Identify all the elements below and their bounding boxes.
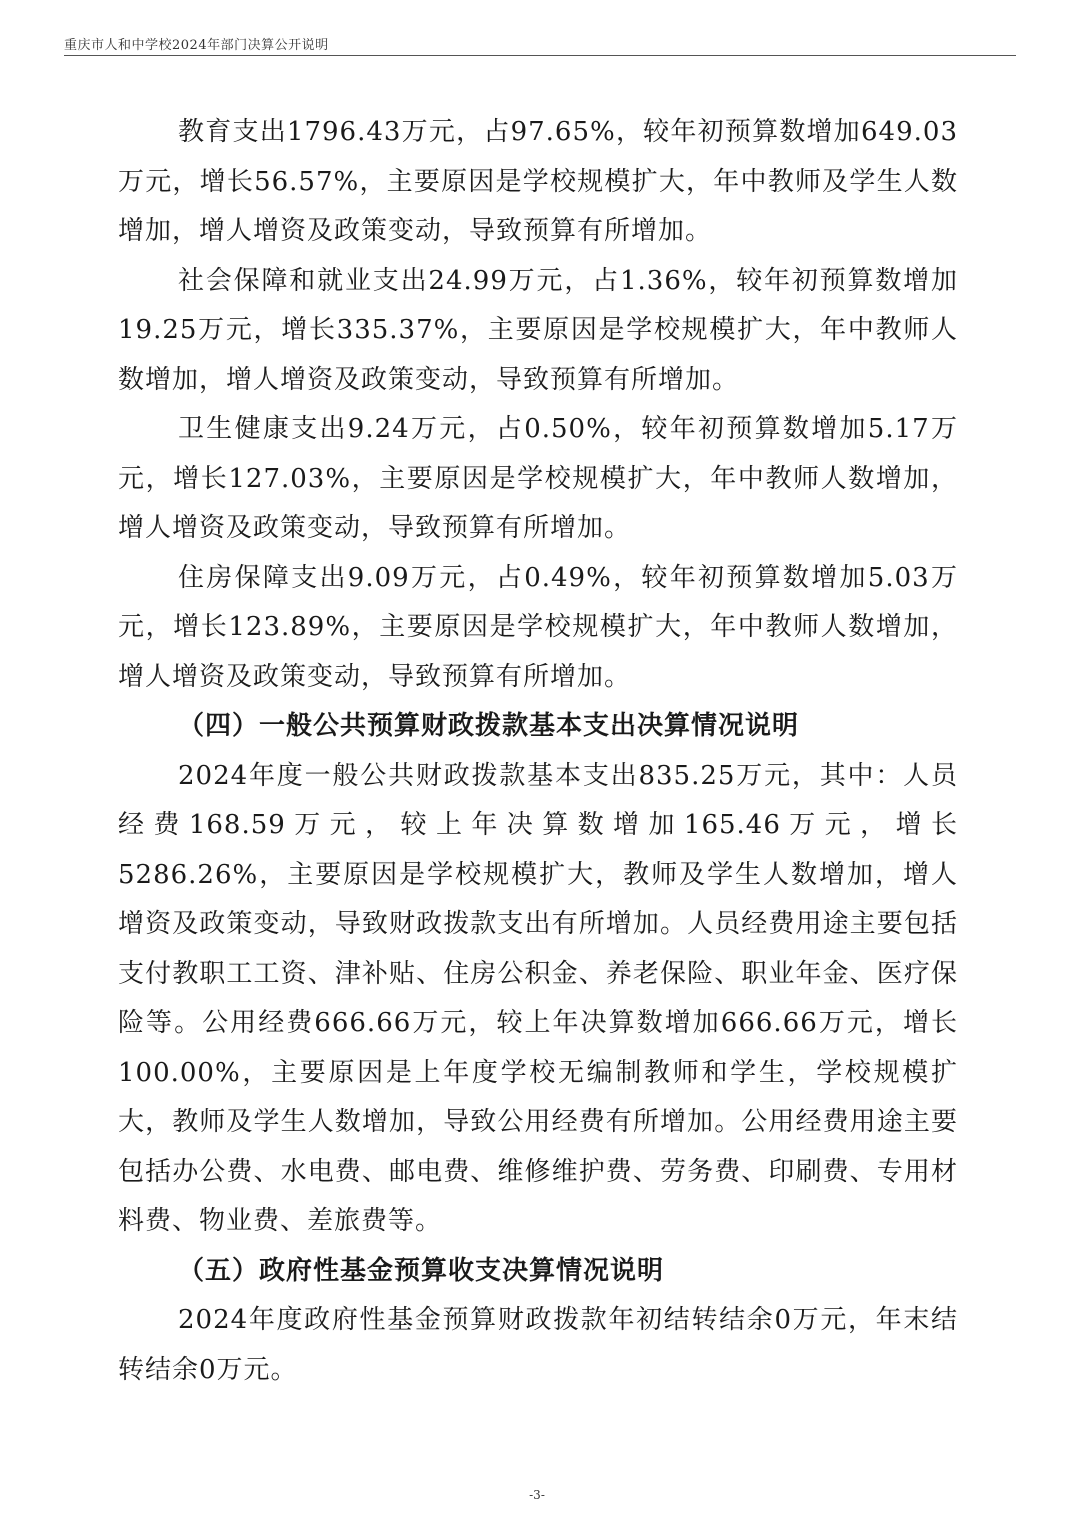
paragraph-basic-expenditure: 2024年度一般公共财政拨款基本支出835.25万元，其中：人员经费168.59万元，较上年决算数增加165.46万元，增长5286.26%，主要原因是学校规模扩大，教师及学生人数增加，增人增资及政策变动，导致财政拨款支出有所增加。人员经费用途主要包括支付教职工工资、津补贴、住房公积金、养老保险、职业年金、医疗保险等。公用经费666.66万元，较上年决算数增加666.66万元，增长100.00%，主要原因是上年度学校无编制教师和学生，学校规模扩大，教师及学生人数增加，导致公用经费有所增加。公用经费用途主要包括办公费、水电费、邮电费、维修维护费、劳务费、印刷费、专用材料费、物业费、差旅费等。	[118, 760, 958, 1236]
header-divider	[64, 55, 1016, 56]
paragraph-education-expenditure: 教育支出1796.43万元，占97.65%，较年初预算数增加649.03万元，增长56.57%，主要原因是学校规模扩大，年中教师及学生人数增加，增人增资及政策变动，导致预算有所增加。	[118, 117, 958, 246]
document-header-title: 重庆市人和中学校2024年部门决算公开说明	[64, 38, 329, 53]
section-heading-4: （四）一般公共预算财政拨款基本支出决算情况说明	[178, 711, 800, 741]
page-number: -3-	[529, 1488, 545, 1502]
paragraph-health-expenditure: 卫生健康支出9.24万元，占0.50%，较年初预算数增加5.17万元，增长127.03%，主要原因是学校规模扩大，年中教师人数增加，增人增资及政策变动，导致预算有所增加。	[118, 414, 958, 543]
paragraph-housing-expenditure: 住房保障支出9.09万元，占0.49%，较年初预算数增加5.03万元，增长123.89%，主要原因是学校规模扩大，年中教师人数增加，增人增资及政策变动，导致预算有所增加。	[118, 562, 958, 692]
paragraph-government-fund: 2024年度政府性基金预算财政拨款年初结转结余0万元，年末结转结余0万元。	[118, 1305, 958, 1385]
section-heading-5: （五）政府性基金预算收支决算情况说明	[178, 1255, 665, 1286]
document-body	[118, 108, 958, 1395]
paragraph-social-security-expenditure: 社会保障和就业支出24.99万元，占1.36%，较年初预算数增加19.25万元，增长335.37%，主要原因是学校规模扩大，年中教师人数增加，增人增资及政策变动，导致预算有所增加。	[118, 265, 958, 395]
